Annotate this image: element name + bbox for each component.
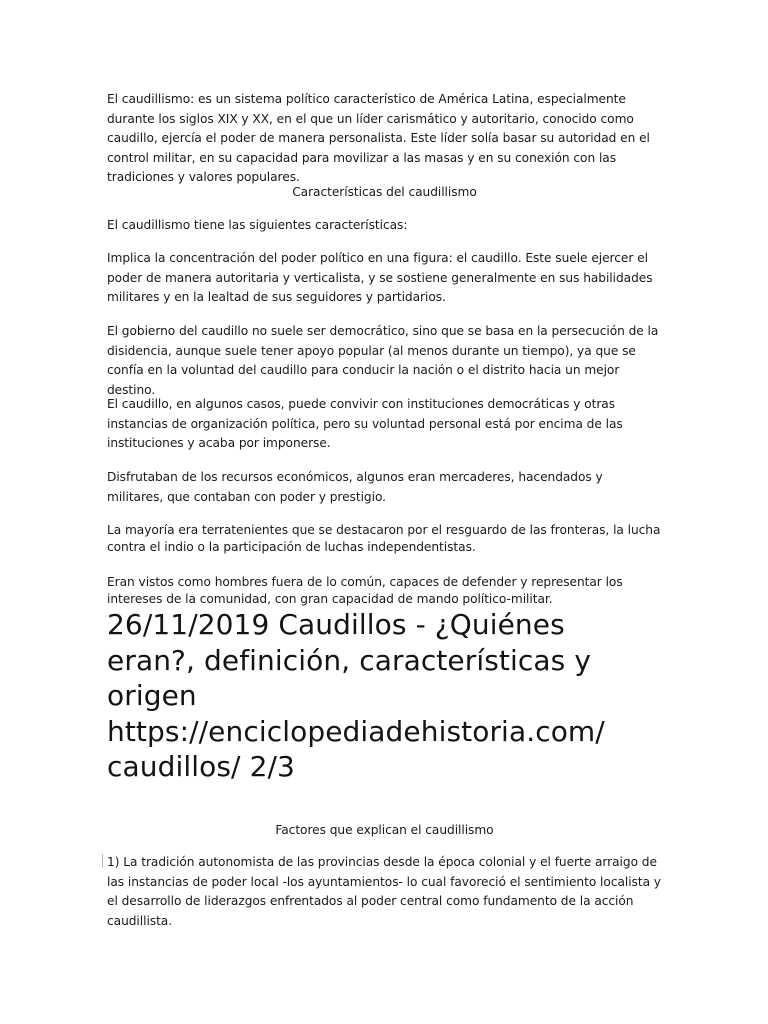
section-lead: El caudillismo tiene las siguientes características: bbox=[107, 218, 408, 232]
print-header-page-number: caudillos/ 2/3 bbox=[107, 750, 295, 783]
factor-paragraph bbox=[107, 853, 662, 931]
body-paragraph: Eran vistos como hombres fuera de lo común, capaces de defender y representar los intereses de la comunidad, con gran capacidad de mando político-militar. bbox=[107, 575, 623, 606]
print-header bbox=[107, 607, 667, 785]
print-header-line: 26/11/2019 Caudillos - ¿Quiénes bbox=[107, 608, 565, 641]
body-paragraph: El caudillo, en algunos casos, puede convivir con instituciones democráticas y otras instancias de organización política, pero su voluntad personal está por encima de las instituciones y acaba por imponerse. bbox=[107, 397, 623, 450]
body-paragraph: Disfrutaban de los recursos económicos, algunos eran mercaderes, hacendados y militares, que contaban con poder y prestigio. bbox=[107, 470, 603, 504]
factor-text: 1) La tradición autonomista de las provincias desde la época colonial y el fuerte arraigo de las instancias de poder local -los ayuntamientos- lo cual favoreció el sentimiento localista y el desarrollo de liderazgos enfrentados al poder central como fundamento de la acción caudillista. bbox=[107, 855, 661, 928]
section-title-caracteristicas: Características del caudillismo bbox=[292, 185, 477, 199]
print-header-line: origen bbox=[107, 679, 197, 712]
intro-paragraph: El caudillismo: es un sistema político característico de América Latina, especialmente durante los siglos XIX y XX, en el que un líder carismático y autoritario, conocido como caudillo, ejercía el poder de manera personalista. Este líder solía basar su autoridad en el control militar, en su capacidad para movilizar a las masas y en su conexión con las tradiciones y valores populares. bbox=[107, 92, 650, 184]
body-paragraph: Implica la concentración del poder político en una figura: el caudillo. Este suele ejercer el poder de manera autoritaria y verticalista, y se sostiene generalmente en sus habilidades militares y en la lealtad de sus seguidores y partidarios. bbox=[107, 251, 653, 304]
print-header-line: eran?, definición, características y bbox=[107, 643, 591, 677]
body-paragraph: La mayoría era terratenientes que se destacaron por el resguardo de las fronteras, la lucha contra el indio o la participación de luchas independentistas. bbox=[107, 523, 661, 554]
print-header-url: https://enciclopediadehistoria.com/ bbox=[107, 714, 605, 748]
section-title-factores: Factores que explican el caudillismo bbox=[275, 823, 494, 837]
body-paragraph: El gobierno del caudillo no suele ser democrático, sino que se basa en la persecución de la disidencia, aunque suele tener apoyo popular (al menos durante un tiempo), ya que se confía en la voluntad del caudillo para conducir la nación o el distrito hacia un mejor destino. bbox=[107, 324, 659, 397]
cursor-marker bbox=[102, 854, 103, 868]
